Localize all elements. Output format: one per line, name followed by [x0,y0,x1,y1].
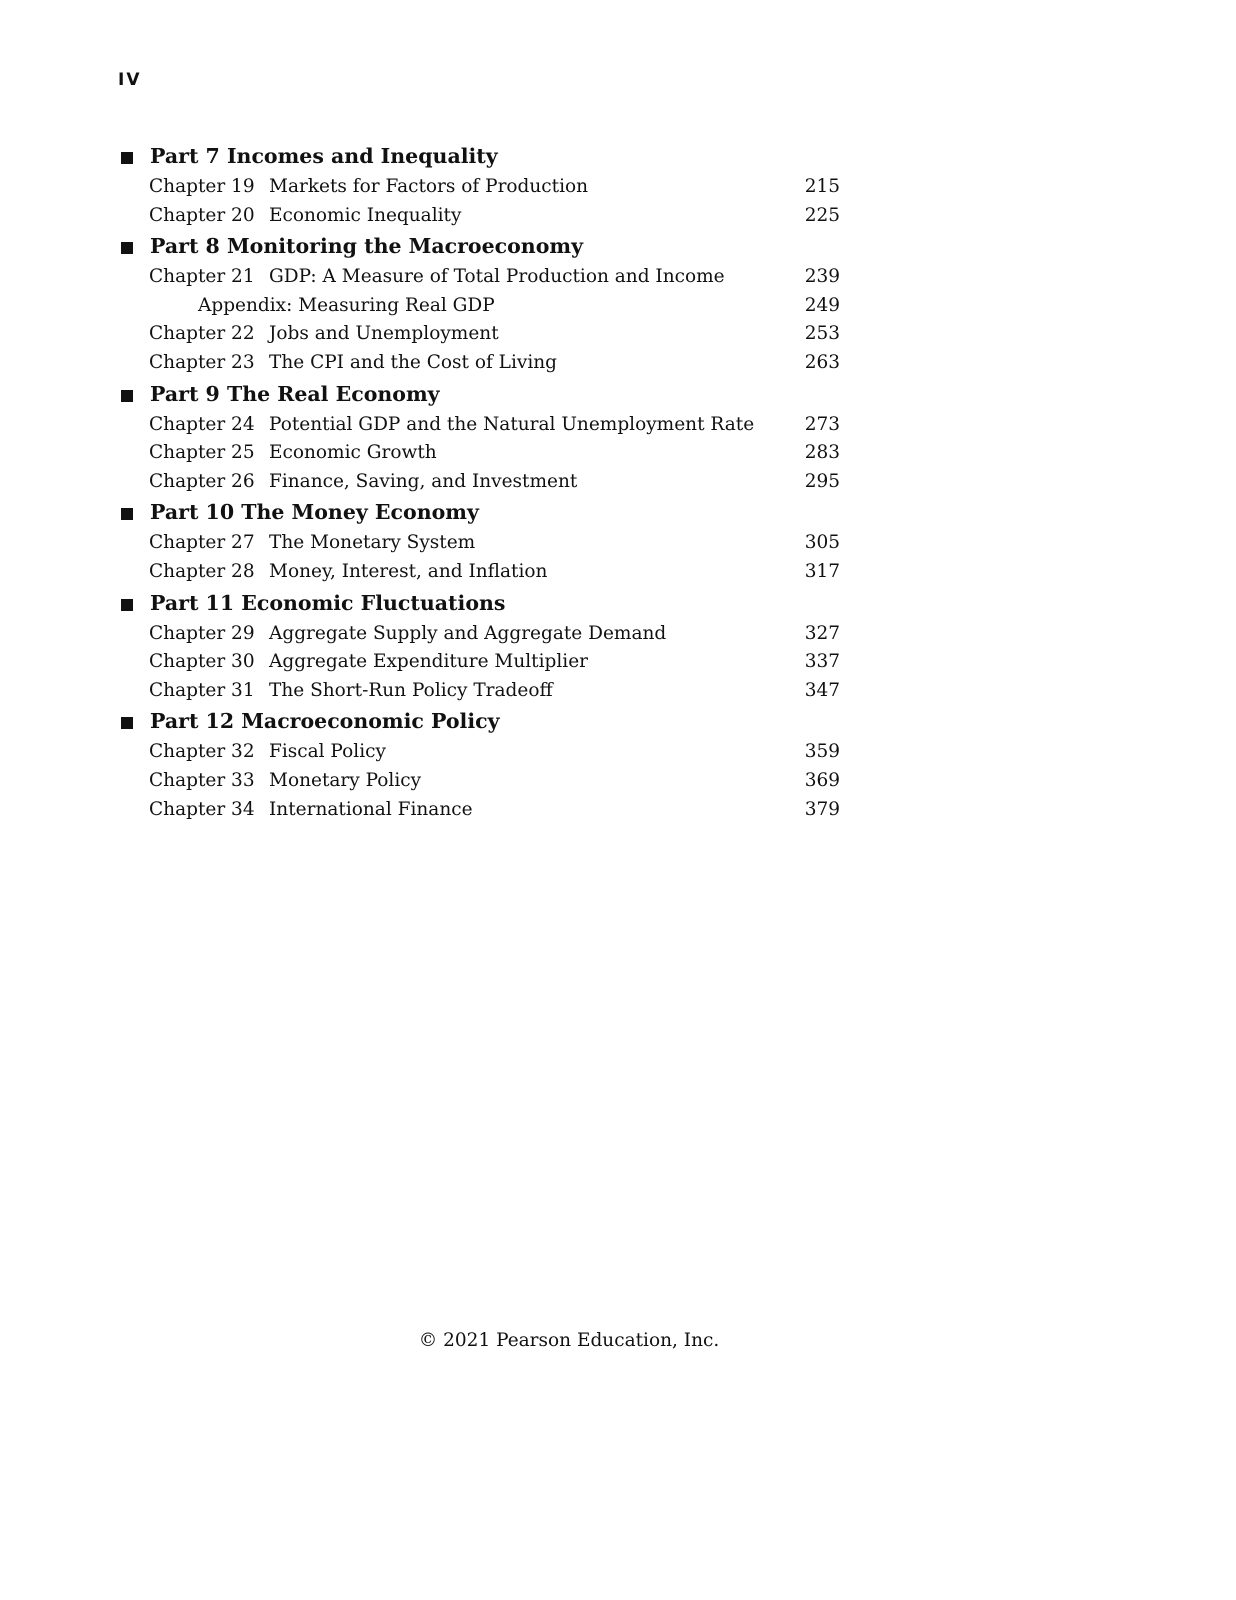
chapter-title: Fiscal Policy [269,741,386,763]
chapter-entry[interactable] [118,468,848,497]
chapter-label: Chapter 21 [149,266,255,288]
chapter-title: Markets for Factors of Production [269,176,589,197]
chapter-title: Finance, Saving, and Investment [269,470,578,492]
page-ref: 215 [804,176,840,197]
part-title: Part 9 The Real Economy [150,381,440,406]
page-ref: 327 [804,622,840,644]
page-ref: 305 [804,532,840,554]
chapter-title: The Short-Run Policy Tradeoff [269,679,553,701]
chapter-entry[interactable] [118,648,848,677]
chapter-title: Monetary Policy [269,769,422,791]
chapter-label: Chapter 27 [149,532,255,554]
chapter-title: Appendix: Measuring Real GDP [198,294,495,316]
appendix-entry[interactable] [118,292,848,321]
chapter-label: Chapter 19 [149,176,255,197]
chapter-label: Chapter 25 [149,442,255,464]
chapter-title: The Monetary System [269,532,476,554]
chapter-title: Money, Interest, and Inflation [269,560,548,582]
chapter-title: International Finance [269,798,473,820]
part-title: Part 12 Macroeconomic Policy [150,709,500,734]
chapter-label: Chapter 28 [149,560,255,582]
chapter-entry[interactable] [118,738,848,767]
part-title: Part 8 Monitoring the Macroeconomy [150,234,583,259]
chapter-entry[interactable] [118,529,848,558]
part-title: Part 7 Incomes and Inequality [150,144,498,168]
part-title: Part 10 The Money Economy [150,500,479,525]
chapter-title: Aggregate Supply and Aggregate Demand [269,622,667,644]
chapter-label: Chapter 34 [149,798,255,820]
chapter-entry[interactable] [118,173,848,202]
square-bullet-icon [121,390,133,402]
chapter-label: Chapter 31 [149,679,255,701]
chapter-title: Jobs and Unemployment [269,323,499,345]
square-bullet-icon [121,599,133,611]
chapter-entry[interactable] [118,796,848,825]
page-ref: 379 [804,798,840,820]
chapter-label: Chapter 24 [149,413,255,435]
part-heading [118,230,848,263]
chapter-label: Chapter 23 [149,351,255,373]
chapter-label: Chapter 20 [149,204,255,226]
square-bullet-icon [121,717,133,729]
chapter-entry[interactable] [118,677,848,706]
page-ref: 317 [804,560,840,582]
part-heading [118,587,848,620]
chapter-title: The CPI and the Cost of Living [269,351,558,373]
copyright-footer: © 2021 Pearson Education, Inc. [418,1330,720,1351]
chapter-title: Economic Inequality [269,204,462,226]
page-ref: 253 [804,323,840,345]
chapter-title: Potential GDP and the Natural Unemployment Rate [269,413,755,435]
square-bullet-icon [121,152,133,164]
page-ref: 337 [804,651,840,673]
chapter-title: GDP: A Measure of Total Production and Income [269,266,725,288]
page-ref: 359 [804,741,840,763]
chapter-label: Chapter 29 [149,622,255,644]
chapter-label: Chapter 22 [149,323,255,345]
part-heading [118,705,848,738]
chapter-entry[interactable] [118,767,848,796]
chapter-entry[interactable] [118,263,848,292]
chapter-entry[interactable] [118,202,848,231]
square-bullet-icon [121,508,133,520]
page-ref: 283 [804,442,840,464]
page-ref: 347 [804,679,840,701]
page-ref: 295 [804,470,840,492]
square-bullet-icon [121,242,133,254]
chapter-title: Aggregate Expenditure Multiplier [269,651,588,673]
chapter-entry[interactable] [118,320,848,349]
chapter-label: Chapter 26 [149,470,255,492]
table-of-contents [118,140,848,824]
chapter-entry[interactable] [118,411,848,440]
chapter-label: Chapter 32 [149,741,255,763]
part-heading [118,140,848,173]
page-ref: 273 [804,413,840,435]
page-ref: 249 [804,294,840,316]
page-number: IV [118,70,142,90]
chapter-title: Economic Growth [269,442,437,464]
page-ref: 263 [804,351,840,373]
page-ref: 369 [804,769,840,791]
part-heading [118,378,848,411]
page-ref: 239 [804,266,840,288]
chapter-label: Chapter 33 [149,769,255,791]
chapter-label: Chapter 30 [149,651,255,673]
part-heading [118,496,848,529]
chapter-entry[interactable] [118,439,848,468]
chapter-entry[interactable] [118,349,848,378]
chapter-entry[interactable] [118,558,848,587]
chapter-entry[interactable] [118,620,848,649]
part-title: Part 11 Economic Fluctuations [150,590,506,615]
page-ref: 225 [804,204,840,226]
